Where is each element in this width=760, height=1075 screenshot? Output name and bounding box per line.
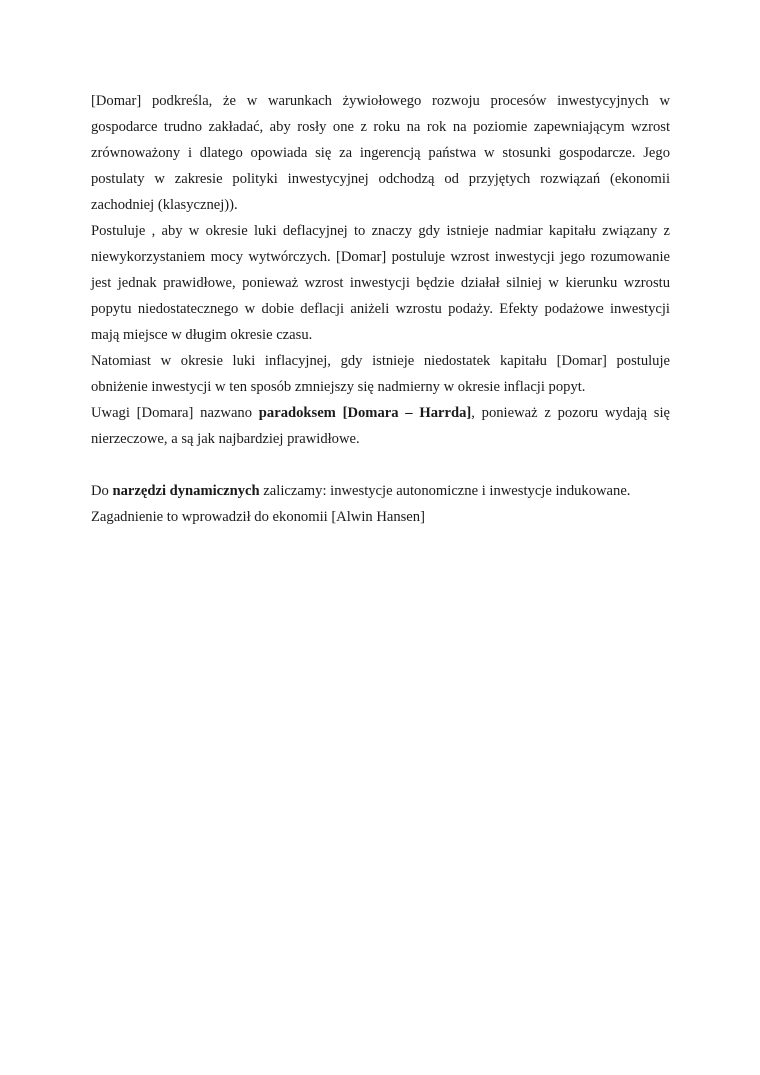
paragraph-domar-intro [91,88,670,218]
paragraph-hansen [91,504,670,530]
paragraph-paradox [91,400,670,452]
paragraph-text: , ponieważ z pozoru wydają się nierzeczowe, a są jak najbardziej prawidłowe. [91,405,670,447]
bold-term-dynamic-tools: narzędzi dynamicznych [112,483,260,499]
paragraph-dynamic-tools [91,478,670,504]
paragraph-text: Uwagi [Domara] nazwano [91,405,259,421]
paragraph-text: Postuluje , aby w okresie luki deflacyjnej to znaczy gdy istnieje nadmiar kapitału związany z niewykorzystaniem mocy wytwórczych. [Domar] postuluje wzrost inwestycji jego rozumowanie jest jednak prawidłowe, ponieważ wzrost inwestycji będzie działał silniej w kierunku wzrostu popytu niedostatecznego w dobie deflacji aniżeli wzrostu podaży. Efekty podażowe inwestycji mają miejsce w długim okresie czasu. [91,223,670,343]
paragraph-text: Do [91,483,113,499]
paragraph-deflation-gap [91,218,670,348]
paragraph-text: Zagadnienie to wprowadził do ekonomii [Alwin Hansen] [91,509,425,525]
paragraph-text: zaliczamy: inwestycje autonomiczne i inwestycje indukowane. [259,483,631,499]
paragraph-inflation-gap [91,348,670,400]
paragraph-text: [Domar] podkreśla, że w warunkach żywiołowego rozwoju procesów inwestycyjnych w gospodarce trudno zakładać, aby rosły one z roku na rok na poziomie zapewniającym wzrost zrównoważony i dlatego opowiada się za ingerencją państwa w stosunki gospodarcze. Jego postulaty w zakresie polityki inwestycyjnej odchodzą od przyjętych rozwiązań (ekonomii zachodniej (klasycznej)). [91,93,670,213]
document-body [91,88,670,530]
blank-line [91,452,670,478]
paragraph-text: Natomiast w okresie luki inflacyjnej, gdy istnieje niedostatek kapitału [Domar] postuluje obniżenie inwestycji w ten sposób zmniejszy się nadmierny w okresie inflacji popyt. [91,353,670,395]
bold-term-paradox: paradoksem [Domara – Harrda] [258,405,472,421]
